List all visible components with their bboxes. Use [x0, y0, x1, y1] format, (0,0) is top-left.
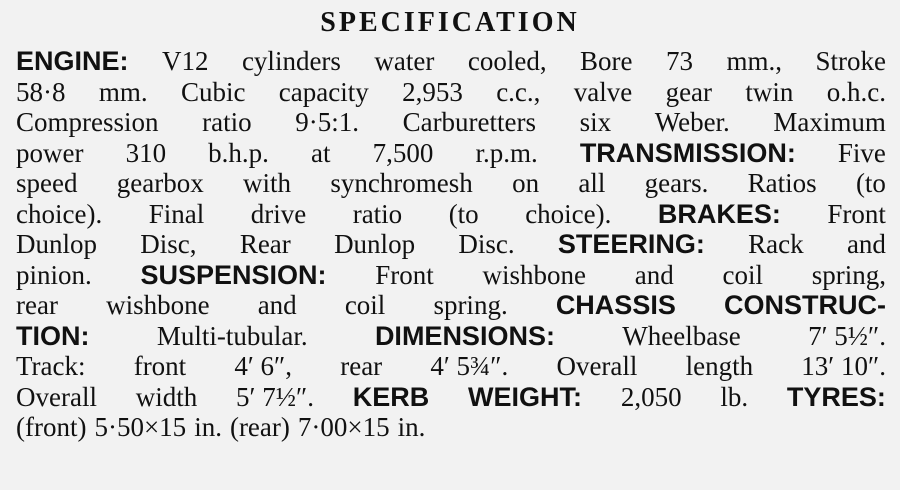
section-heading: CHASSIS: [555, 290, 676, 320]
text-word: speed: [16, 168, 78, 198]
text-word: and: [257, 290, 297, 320]
text-word: Wheelbase: [622, 320, 741, 351]
text-word: gear: [665, 76, 713, 107]
text-word: choice).: [525, 198, 612, 229]
section-heading: WEIGHT:: [468, 381, 583, 412]
text-word: front: [133, 351, 187, 381]
text-word: o.h.c.: [826, 76, 886, 107]
section-heading: DIMENSIONS:: [374, 320, 555, 351]
text-word: length: [685, 351, 754, 381]
text-word: Track:: [16, 351, 86, 381]
text-word: c.c.,: [496, 76, 541, 107]
text-word: Dunlop: [334, 229, 416, 259]
text-line: [16, 412, 886, 443]
text-word: ratio: [202, 107, 252, 137]
text-word: Five: [837, 137, 886, 168]
text-word: ratio: [352, 198, 403, 229]
text-word: and: [846, 229, 886, 259]
section-heading: KERB: [352, 381, 430, 412]
section-heading: CONSTRUC-: [723, 290, 886, 320]
text-line: [16, 229, 886, 260]
text-word: Rack: [748, 229, 804, 259]
text-word: and: [634, 259, 674, 290]
text-word: Front: [375, 259, 434, 290]
text-word: cooled,: [467, 46, 547, 76]
text-word: 13′ 10″.: [801, 351, 886, 381]
text-word: Overall: [16, 381, 97, 412]
text-word: Final: [148, 198, 205, 229]
text-word: b.h.p.: [208, 137, 269, 168]
text-line: [16, 290, 886, 321]
text-word: Ratios: [747, 168, 817, 198]
section-heading: TION:: [16, 320, 90, 351]
text-word: 7,500: [372, 137, 434, 168]
text-line: [16, 260, 886, 291]
section-heading: ENGINE:: [16, 46, 129, 76]
text-line: [16, 199, 886, 230]
text-word: coil: [722, 259, 763, 290]
text-word: (to: [855, 168, 886, 198]
text-word: 2,953: [402, 76, 463, 107]
text-line: [16, 168, 886, 199]
text-word: rear: [340, 351, 383, 381]
text-word: at: [311, 137, 331, 168]
page-title: SPECIFICATION: [320, 7, 580, 38]
text-word: water: [374, 46, 435, 76]
text-word: 9·5:1.: [295, 107, 359, 137]
text-word: valve: [573, 76, 633, 107]
text-word: mm.: [98, 76, 148, 107]
text-line: [16, 351, 886, 382]
text-word: 5·50×15: [94, 412, 187, 442]
text-word: drive: [250, 198, 307, 229]
text-word: Overall: [556, 351, 638, 381]
text-word: spring,: [811, 259, 886, 290]
text-word: mm.,: [726, 46, 782, 76]
text-word: 5′ 7½″.: [236, 381, 314, 412]
text-word: Weber.: [654, 107, 730, 137]
text-line: [16, 107, 886, 138]
section-heading: TYRES:: [786, 381, 886, 412]
text-word: Dunlop: [16, 229, 97, 259]
section-heading: STEERING:: [557, 229, 705, 259]
text-word: width: [135, 381, 198, 412]
text-word: 4′ 6″,: [234, 351, 293, 381]
text-word: choice).: [16, 198, 103, 229]
text-word: Rear: [239, 229, 291, 259]
text-word: V12: [161, 46, 209, 76]
text-word: wishbone: [482, 259, 587, 290]
text-word: in.: [397, 412, 426, 442]
text-word: lb.: [720, 381, 749, 412]
text-word: r.p.m.: [475, 137, 538, 168]
text-word: (rear): [229, 412, 290, 442]
text-word: six: [579, 107, 612, 137]
text-word: gears.: [644, 168, 709, 198]
text-word: 73: [666, 46, 693, 76]
text-word: in.: [194, 412, 222, 442]
text-word: on: [512, 168, 540, 198]
text-word: Compression: [16, 107, 159, 137]
text-word: power: [16, 137, 84, 168]
text-word: Stroke: [815, 46, 886, 76]
text-word: Carburetters: [402, 107, 537, 137]
text-word: 310: [125, 137, 167, 168]
text-word: 7·00×15: [297, 412, 390, 442]
section-heading: BRAKES:: [657, 198, 781, 229]
text-word: Front: [827, 198, 886, 229]
text-word: Disc,: [140, 229, 197, 259]
text-word: (to: [448, 198, 479, 229]
section-heading: TRANSMISSION:: [579, 137, 796, 168]
text-line: [16, 77, 886, 108]
text-line: [16, 321, 886, 352]
text-word: twin: [745, 76, 794, 107]
text-word: (front): [16, 412, 87, 442]
text-word: all: [578, 168, 606, 198]
text-word: Cubic: [180, 76, 246, 107]
text-line: [16, 46, 886, 77]
text-word: capacity: [278, 76, 369, 107]
text-word: wishbone: [106, 290, 210, 320]
text-word: Multi-tubular.: [156, 320, 308, 351]
text-word: coil: [344, 290, 386, 320]
text-line: [16, 382, 886, 413]
text-line: [16, 138, 886, 169]
text-word: 58·8: [16, 76, 66, 107]
text-word: 2,050: [620, 381, 682, 412]
text-word: synchromesh: [330, 168, 473, 198]
text-word: Maximum: [773, 107, 886, 137]
text-word: Disc.: [458, 229, 515, 259]
text-word: 7′ 5½″.: [808, 320, 886, 351]
text-word: gearbox: [116, 168, 204, 198]
text-word: Bore: [580, 46, 633, 76]
text-word: cylinders: [241, 46, 341, 76]
specification-text: [16, 46, 886, 443]
text-word: pinion.: [16, 259, 92, 290]
text-word: rear: [16, 290, 58, 320]
text-word: 4′ 5¾″.: [430, 351, 509, 381]
text-word: with: [243, 168, 292, 198]
text-word: spring.: [433, 290, 508, 320]
section-heading: SUSPENSION:: [140, 259, 327, 290]
